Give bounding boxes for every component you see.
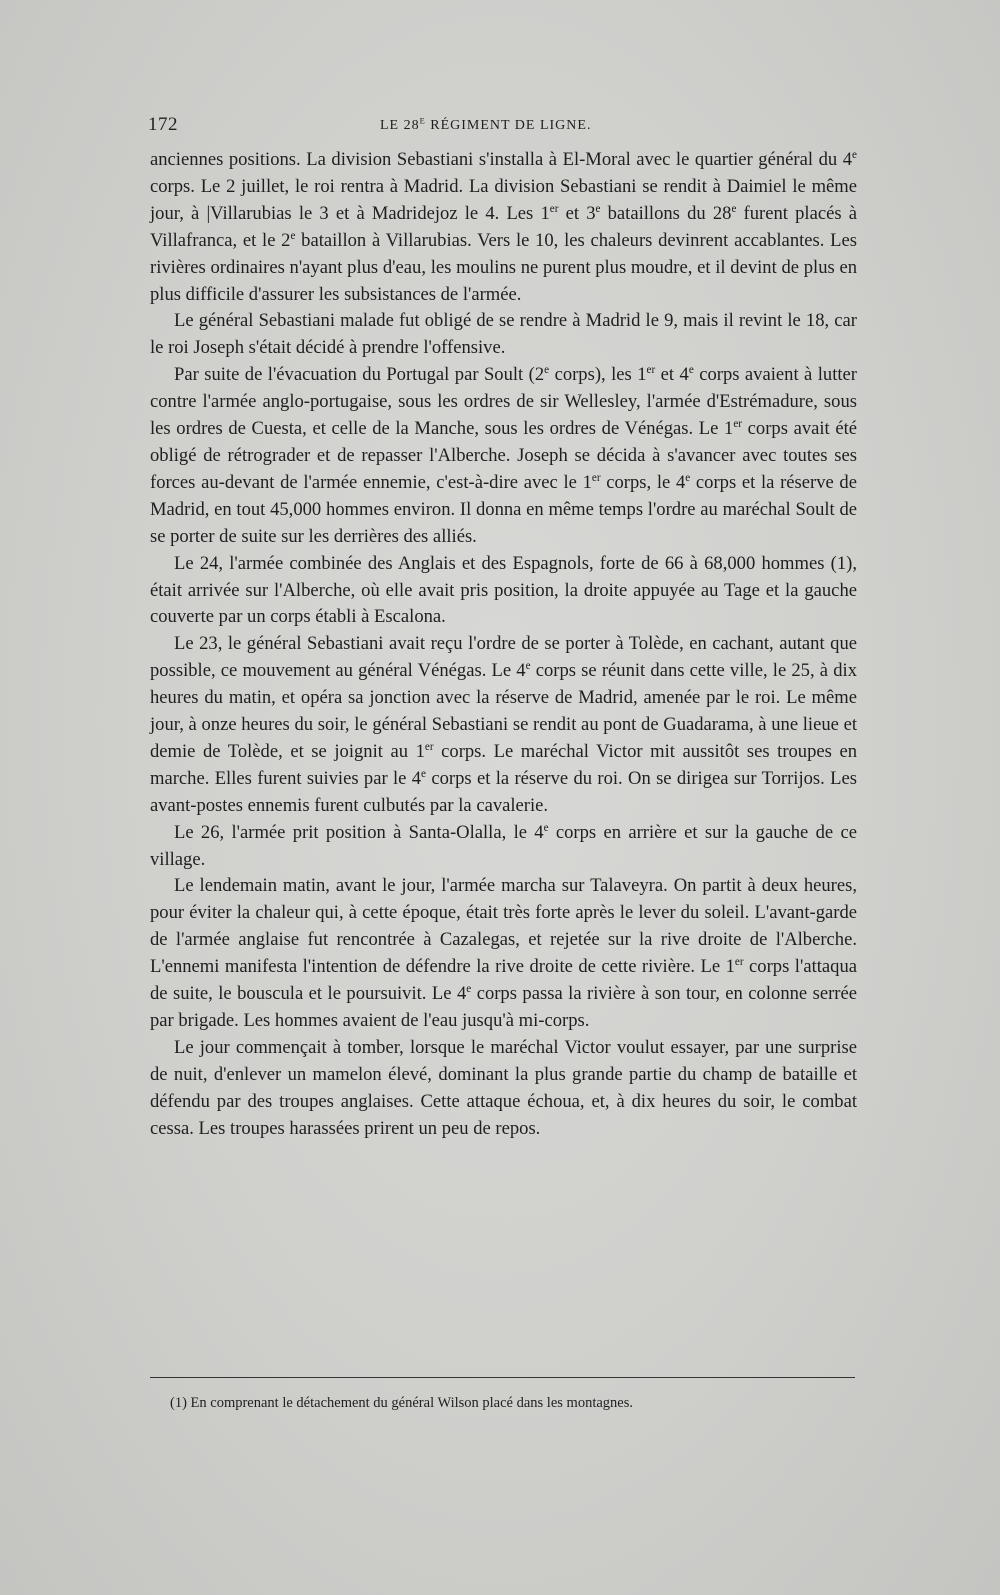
text-run: Le 23, le général Sebastiani avait reçu l'ordre de se porter à Tolède, en cachant, autant que possible, ce mouvement au général Vénégas. Le 4 bbox=[150, 633, 857, 682]
text-run: Le lendemain matin, avant le jour, l'armée marcha sur Talaveyra. On partit à deux heures, pour éviter la chaleur qui, à cette époque, était très forte après le lever du soleil. L'avant-garde de l'armée anglaise fut rencontrée à Cazalegas, et rejetée sur la rive droite de l'Alberche. L'ennemi manifesta l'intention de défendre la rive droite de cette rivière. Le 1 bbox=[150, 875, 857, 978]
superscript: e bbox=[466, 982, 472, 995]
text-run: anciennes positions. La division Sebastiani s'installa à El-Moral avec le quartier général du 4 bbox=[150, 149, 853, 170]
superscript: er bbox=[549, 202, 559, 215]
paragraph-1 bbox=[150, 147, 857, 308]
text-run: corps. Le maréchal Victor mit aussitôt ses troupes en marche. Elles furent suivies par le 4 bbox=[150, 740, 858, 789]
paragraph-5 bbox=[150, 631, 857, 819]
superscript: e bbox=[525, 660, 531, 673]
superscript: e bbox=[595, 202, 601, 215]
superscript: er bbox=[591, 471, 601, 484]
text-run: corps. Le 2 juillet, le roi rentra à Madrid. La division Sebastiani se rendit à Daimiel le même jour, à |Villarubias le 3 et à Madridejoz le 4. Les 1 bbox=[150, 175, 857, 224]
superscript: e bbox=[688, 364, 694, 377]
text-run: furent placés à Villafranca, et le 2 bbox=[150, 202, 857, 251]
superscript: e bbox=[731, 202, 737, 215]
text-run: Le 26, l'armée prit position à Santa-Olalla, le 4 bbox=[174, 821, 544, 843]
text-run: bataillon à Villarubias. Vers le 10, les chaleurs devinrent accablantes. Les rivières ordinaires n'ayant plus d'eau, les moulins ne purent plus moudre, et il devint de plus en plus difficile d'assurer les subsistances de l'armée. bbox=[150, 229, 857, 305]
paragraph-2: Le général Sebastiani malade fut obligé de se rendre à Madrid le 9, mais il revint le 18, car le roi Joseph s'était décidé à prendre l'offensive. bbox=[150, 310, 857, 359]
paragraph-6 bbox=[150, 820, 857, 874]
page-number: 172 bbox=[148, 114, 178, 135]
superscript: er bbox=[424, 740, 434, 753]
footnote-rule bbox=[150, 1377, 855, 1378]
page-header bbox=[148, 114, 858, 144]
running-title bbox=[380, 118, 591, 134]
text-run: et 3 bbox=[558, 202, 596, 224]
superscript: e bbox=[290, 229, 296, 242]
superscript: er bbox=[734, 956, 744, 968]
text-run: corps, le 4 bbox=[600, 471, 686, 493]
paragraph-4: Le 24, l'armée combinée des Anglais et des Espagnols, forte de 66 à 68,000 hommes (1), était arrivée sur l'Alberche, où elle avait pris position, la droite appuyée au Tage et la gauche couverte par un corps établi à Escalona. bbox=[150, 552, 857, 628]
superscript: er bbox=[646, 364, 656, 377]
text-run: corps avaient à lutter contre l'armée anglo-portugaise, sous les ordres de sir Wellesley, l'armée d'Estrémadure, sous les ordres de Cuesta, et celle de la Manche, sous les ordres de Vénégas. Le 1 bbox=[150, 364, 857, 440]
text-run: corps l'attaqua de suite, le bouscula et le poursuivit. Le 4 bbox=[150, 956, 857, 1005]
text-run: corps avait été obligé de rétrograder et de repasser l'Alberche. Joseph se décida à s'avancer avec toutes ses forces au-devant de l'armée ennemie, c'est-à-dire avec le 1 bbox=[150, 418, 857, 493]
superscript: e bbox=[852, 148, 857, 161]
text-run: corps en arrière et sur la gauche de ce village. bbox=[150, 821, 857, 870]
superscript: e bbox=[544, 364, 550, 377]
superscript: e bbox=[685, 471, 691, 484]
text-run: corps passa la rivière à son tour, en colonne serrée par brigade. Les hommes avaient de l'eau jusqu'à mi-corps. bbox=[150, 983, 857, 1031]
text-run: corps et la réserve de Madrid, en tout 45,000 hommes environ. Il donna en même temps l'ordre au maréchal Soult de se porter de suite sur les derrières des alliés. bbox=[150, 471, 857, 547]
paragraph-3 bbox=[150, 362, 857, 550]
text-run: corps se réunit dans cette ville, le 25, à dix heures du matin, et opéra sa jonction avec la réserve de Madrid, amenée par le roi. Le même jour, à onze heures du soir, le général Sebastiani se rendit au pont de Guadarama, à une lieue et demie de Tolède, et se joignit au 1 bbox=[150, 660, 857, 762]
footnote: (1) En comprenant le détachement du général Wilson placé dans les montagnes. bbox=[170, 1395, 633, 1411]
text-run: et 4 bbox=[655, 364, 689, 386]
superscript: er bbox=[733, 417, 743, 430]
paragraph-7 bbox=[150, 873, 857, 1034]
running-title-part: LE 28 bbox=[380, 118, 420, 133]
main-text bbox=[150, 147, 857, 1143]
superscript: e bbox=[421, 767, 426, 780]
superscript: e bbox=[543, 821, 549, 834]
paragraph-8: Le jour commençait à tomber, lorsque le maréchal Victor voulut essayer, par une surprise de nuit, d'enlever un mamelon élevé, dominant la plus grande partie du champ de bataille et défendu par des troupes anglaises. Cette attaque échoua, et, à dix heures du soir, le combat cessa. Les troupes harassées prirent un peu de repos. bbox=[150, 1036, 857, 1139]
text-run: bataillons du 28 bbox=[600, 202, 732, 224]
text-run: corps et la réserve du roi. On se dirigea sur Torrijos. Les avant-postes ennemis furent culbutés par la cavalerie. bbox=[150, 767, 857, 816]
text-run: corps), les 1 bbox=[549, 364, 647, 386]
running-title-part: RÉGIMENT DE LIGNE. bbox=[425, 118, 592, 133]
running-title-superscript: E bbox=[419, 116, 426, 126]
text-run: Par suite de l'évacuation du Portugal par Soult (2 bbox=[174, 364, 545, 386]
